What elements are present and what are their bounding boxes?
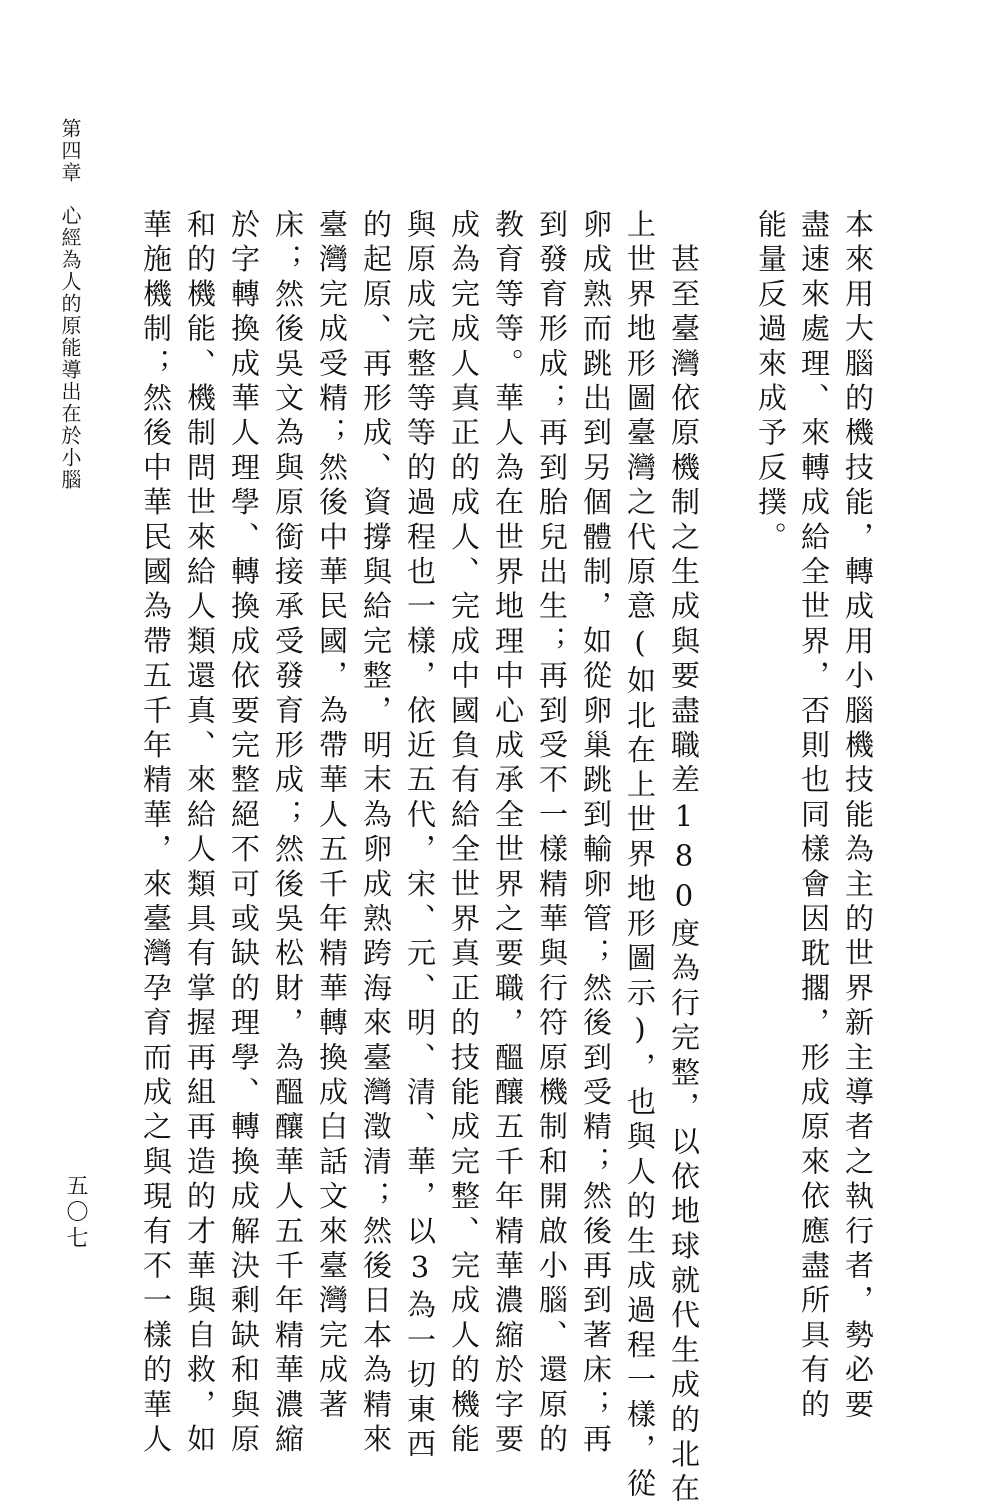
text-column-15: 和的機能、機制問世來給人類還真、來給人類具有掌握再組再造的才華與自救，如 [183, 209, 217, 1459]
text-column-4: 甚至臺灣依原機制之生成與要盡職差180度為行完整，以依地球就代生成的北在 [667, 209, 701, 1508]
text-column-11: 的起原、再形成、資撐與給完整，明末為卵成熟跨海來臺灣澂清；然後日本為精來 [359, 209, 393, 1459]
text-column-10: 與原成完整等等的過程也一樣，依近五代，宋、元、明、清、華，以3為一切東西 [403, 209, 437, 1464]
text-column-6: 卵成熟而跳出到另個體制，如從卵巢跳到輸卵管；然後到受精；然後再到著床；再 [579, 209, 613, 1459]
text-column-14: 於字轉換成華人理學、轉換成依要完整絕不可或缺的理學、轉換成解決剩缺和與原 [227, 209, 261, 1459]
page-number: 五〇七 [63, 1174, 88, 1252]
text-column-7: 到發育形成；再到胎兒出生；再到受不一樣精華與行符原機制和開啟小腦、還原的 [535, 209, 569, 1459]
text-column-2: 盡速來處理、來轉成給全世界，否則也同樣會因耽擱，形成原來依應盡所具有的 [797, 209, 831, 1424]
text-column-12: 臺灣完成受精；然後中華民國，為帶華人五千年精華轉換成白話文來臺灣完成著 [315, 209, 349, 1424]
text-column-8: 教育等等。華人為在世界地理中心成承全世界之要職，醞釀五千年精華濃縮於字要 [491, 209, 525, 1459]
text-column-13: 床；然後吳文為與原銜接承受發育形成；然後吳松財，為醞釀華人五千年精華濃縮 [271, 209, 305, 1459]
text-column-3: 能量反過來成予反撲。 [754, 209, 788, 556]
text-column-16: 華施機制；然後中華民國為帶五千年精華，來臺灣孕育而成之與現有不一樣的華人 [139, 209, 173, 1459]
text-column-1: 本來用大腦的機技能，轉成用小腦機技能為主的世界新主導者之執行者，勢必要 [841, 209, 875, 1424]
text-column-9: 成為完成人真正的成人、完成中國負有給全世界真正的技能成完整、完成人的機能 [447, 209, 481, 1459]
running-header-chapter: 第四章 [58, 118, 82, 184]
running-header-title: 心經為人的原能導出在於小腦 [58, 205, 82, 491]
text-column-5: 上世界地形圖臺灣之代原意(如北在上世界地形圖示)，也與人的生成過程一樣，從 [623, 209, 657, 1503]
